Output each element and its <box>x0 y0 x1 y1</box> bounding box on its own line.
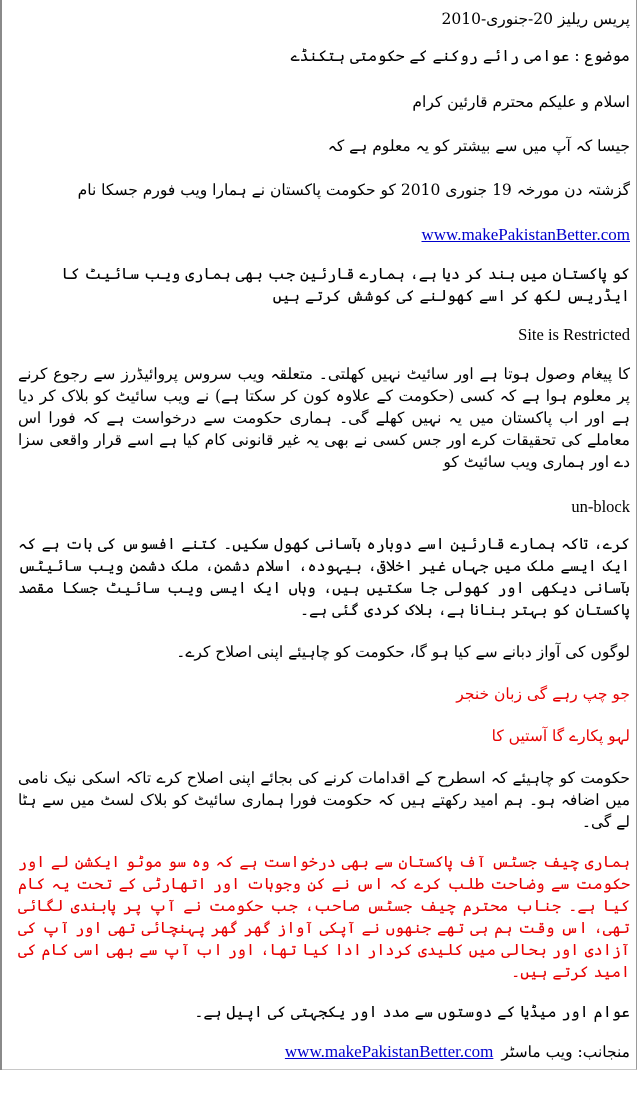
paragraph-investigation: کا پیغام وصول ہوتا ہے اور سائیٹ نہیں کھلتی۔ متعلقہ ویب سروس پروائیڈرز سے رجوع کرنے پر معلوم ہوا ہے کہ کسی (حکومت کے علاوہ کون کر سکتا ہے) نے ویب سائیٹ کو بلاک کر دیا ہے اور اب پاکستان میں یہ نہیں کھلے گی۔ ہماری حکومت سے درخواست ہے کہ فورا اس معاملے کی تحقیقات کرے اور جس کسی نے بھی یہ غیر قانونی کام کیا ہے اسے قرار واقعی سزا دے اور ہماری ویب سائیٹ کو <box>18 365 630 471</box>
paragraph-chief-justice-appeal: ہماری چیف جسٹس آف پاکستان سے بھی درخواست ہے کہ وہ سو موٹو ایکشن لے اور حکومت سے وضاحت طلب کرے کہ اس نے کن وجوہات اور اتھارٹی کے تحت یہ کام کیا ہے۔ جناب محترم چیف جسٹس صاحب، جب حکومت نے آپ پر پابندی لگائی تھی، اس وقت ہم ہی تھے جنھوں نے آپکی آواز گھر گھر پہنچائی تھی اور آپ کی آزادی اور بحالی میں کلیدی کردار ادا کیا تھا، اور اب آپ سے بھی اسی کام کی امید کرتے ہیں۔ <box>18 853 630 981</box>
left-border <box>0 0 2 1070</box>
signature-label: منجانب: ویب ماسٹر <box>501 1043 630 1061</box>
paragraph-government-request: حکومت کو چاہیئے کہ اسطرح کے اقدامات کرنے کی بجائے اپنی اصلاح کرے تاکہ اسکی نیک نامی میں اضافہ ہو۔ ہم امید رکھتے ہیں کہ حکومت فورا ہماری سائیٹ کو بلاک لسٹ میں سے ہٹا لے گی۔ <box>18 769 630 831</box>
paragraph-regret: کرے، تاکہ ہمارے قارئین اسے دوبارہ بآسانی کھول سکیں۔ کتنے افسوس کی بات ہے کہ ایک ایسے ملک میں جہاں غیر اخلاقی، بیہودہ، اسلام دشمن، ملک دشمن ویب سائیٹس بآسانی دیکھی اور کھولی جا سکتیں ہیں، وہاں ایک ایسی ویب سائیٹ جسکا مقصد پاکستان کو بہتر بنانا ہے، بلاک کردی گئی ہے۔ <box>18 535 630 619</box>
signature-link[interactable]: www.makePakistanBetter.com <box>284 1042 494 1061</box>
document-body <box>18 4 630 1063</box>
subject-line: موضوع : عوامی رائے روکنے کے حکومتی ہتکنڈے <box>290 47 630 65</box>
unblock-term: un-block <box>571 497 630 516</box>
poem-line-2: لہو پکارے گا آستیں کا <box>491 727 630 745</box>
site-link[interactable]: www.makePakistanBetter.com <box>421 225 630 244</box>
paragraph-voice: لوگوں کی آواز دبانے سے کیا ہو گا، حکومت کو چاہیئے اپنی اصلاح کرے۔ <box>176 643 630 661</box>
press-release-header: پریس ریلیز 20-جنوری-2010 <box>441 10 630 28</box>
paragraph-site-closed: کو پاکستان میں بند کر دیا ہے، ہمارے قارئین جب بھی ہماری ویب سائیٹ کا ایڈریس لکھ کر اسے کھولنے کی کوشش کرتے ہیں <box>61 265 630 305</box>
poem-line-1: جو چپ رہے گی زبان خنجر <box>456 685 630 703</box>
site-restricted-message: Site is Restricted <box>518 325 630 344</box>
intro-line: جیسا کہ آپ میں سے بیشتر کو یہ معلوم ہے کہ <box>327 137 630 155</box>
signature-line <box>18 1041 630 1063</box>
greeting: اسلام و علیکم محترم قارئین کرام <box>412 93 630 111</box>
paragraph-blocking-date: گزشتہ دن مورخہ 19 جنوری 2010 کو حکومت پاکستان نے ہمارا ویب فورم جسکا نام <box>77 181 630 199</box>
paragraph-public-appeal: عوام اور میڈیا کے دوستوں سے مدد اور یکجہتی کی اپیل ہے۔ <box>194 1003 630 1021</box>
